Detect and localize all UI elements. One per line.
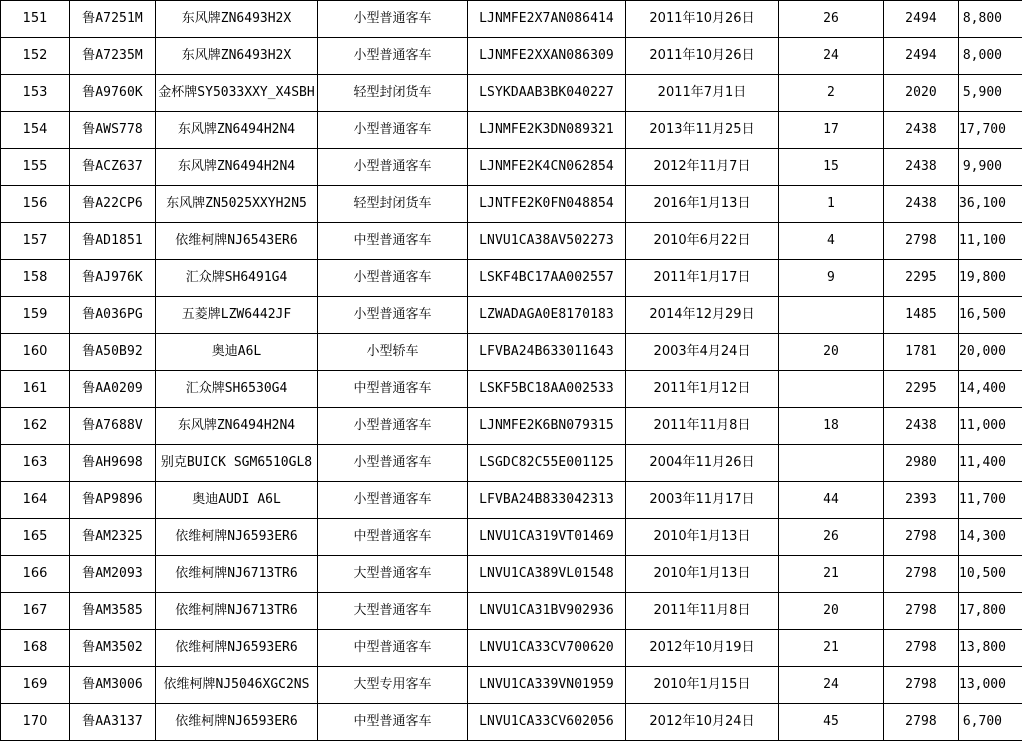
table-row [1,186,1022,223]
cell-plate-number: 鲁A9760K [70,75,156,112]
cell-count: 21 [779,630,884,667]
cell-plate-number: 鲁AD1851 [70,223,156,260]
cell-brand-model: 别克BUICK SGM6510GL8 [156,445,318,482]
cell-price: 5,900 [959,75,1022,112]
cell-registration-date: 2011年10月26日 [626,1,779,38]
cell-registration-date: 2011年1月17日 [626,260,779,297]
cell-displacement: 2438 [884,408,959,445]
cell-vin: LNVU1CA319VT01469 [468,519,626,556]
cell-price: 11,400 [959,445,1022,482]
cell-plate-number: 鲁A7251M [70,1,156,38]
cell-vehicle-type: 大型普通客车 [318,556,468,593]
cell-brand-model: 东风牌ZN6494H2N4 [156,408,318,445]
cell-vin: LFVBA24B633011643 [468,334,626,371]
cell-vehicle-type: 小型轿车 [318,334,468,371]
cell-plate-number: 鲁A7235M [70,38,156,75]
cell-displacement: 2295 [884,260,959,297]
cell-count [779,445,884,482]
cell-vehicle-type: 小型普通客车 [318,112,468,149]
cell-count: 20 [779,334,884,371]
cell-row-number: 151 [1,1,70,38]
cell-plate-number: 鲁AP9896 [70,482,156,519]
cell-plate-number: 鲁A7688V [70,408,156,445]
cell-plate-number: 鲁AM3006 [70,667,156,704]
cell-vehicle-type: 小型普通客车 [318,482,468,519]
cell-registration-date: 2011年11月8日 [626,593,779,630]
cell-plate-number: 鲁ACZ637 [70,149,156,186]
cell-row-number: 159 [1,297,70,334]
cell-displacement: 2494 [884,38,959,75]
table-row [1,371,1022,408]
cell-price: 19,800 [959,260,1022,297]
cell-count: 21 [779,556,884,593]
cell-price: 16,500 [959,297,1022,334]
cell-row-number: 157 [1,223,70,260]
cell-registration-date: 2012年11月7日 [626,149,779,186]
table-row [1,149,1022,186]
cell-displacement: 1485 [884,297,959,334]
cell-vehicle-type: 大型普通客车 [318,593,468,630]
cell-vehicle-type: 小型普通客车 [318,149,468,186]
cell-count: 4 [779,223,884,260]
cell-price: 11,100 [959,223,1022,260]
cell-row-number: 161 [1,371,70,408]
cell-price: 14,300 [959,519,1022,556]
cell-displacement: 2020 [884,75,959,112]
cell-plate-number: 鲁A50B92 [70,334,156,371]
cell-price: 8,800 [959,1,1022,38]
cell-plate-number: 鲁AM3502 [70,630,156,667]
cell-plate-number: 鲁AWS778 [70,112,156,149]
cell-row-number: 152 [1,38,70,75]
table-row [1,593,1022,630]
cell-vehicle-type: 小型普通客车 [318,445,468,482]
table-row [1,112,1022,149]
cell-vin: LSYKDAAB3BK040227 [468,75,626,112]
cell-registration-date: 2012年10月24日 [626,704,779,741]
cell-vehicle-type: 轻型封闭货车 [318,75,468,112]
cell-registration-date: 2012年10月19日 [626,630,779,667]
table-row [1,408,1022,445]
cell-brand-model: 金杯牌SY5033XXY_X4SBH [156,75,318,112]
table-row [1,704,1022,741]
cell-displacement: 2798 [884,519,959,556]
cell-price: 17,700 [959,112,1022,149]
cell-plate-number: 鲁AM2093 [70,556,156,593]
cell-price: 9,900 [959,149,1022,186]
cell-vin: LFVBA24B833042313 [468,482,626,519]
cell-price: 36,100 [959,186,1022,223]
cell-displacement: 2798 [884,704,959,741]
cell-brand-model: 东风牌ZN6493H2X [156,38,318,75]
cell-displacement: 2798 [884,223,959,260]
cell-count [779,297,884,334]
cell-vehicle-type: 轻型封闭货车 [318,186,468,223]
cell-row-number: 169 [1,667,70,704]
cell-brand-model: 奥迪A6L [156,334,318,371]
cell-vehicle-type: 中型普通客车 [318,519,468,556]
cell-vehicle-type: 中型普通客车 [318,223,468,260]
cell-vin: LNVU1CA38AV502273 [468,223,626,260]
cell-displacement: 2295 [884,371,959,408]
cell-count: 2 [779,75,884,112]
table-body [1,1,1022,741]
cell-brand-model: 依维柯牌NJ6593ER6 [156,630,318,667]
cell-price: 10,500 [959,556,1022,593]
cell-brand-model: 东风牌ZN6494H2N4 [156,149,318,186]
cell-vehicle-type: 小型普通客车 [318,1,468,38]
table-row [1,1,1022,38]
cell-registration-date: 2010年6月22日 [626,223,779,260]
cell-registration-date: 2014年12月29日 [626,297,779,334]
cell-vin: LJNMFE2XXAN086309 [468,38,626,75]
cell-row-number: 165 [1,519,70,556]
cell-count: 15 [779,149,884,186]
cell-plate-number: 鲁A22CP6 [70,186,156,223]
table-row [1,519,1022,556]
cell-vin: LJNMFE2X7AN086414 [468,1,626,38]
cell-brand-model: 东风牌ZN6494H2N4 [156,112,318,149]
cell-vin: LJNMFE2K6BN079315 [468,408,626,445]
table-row [1,75,1022,112]
cell-plate-number: 鲁AA3137 [70,704,156,741]
cell-row-number: 168 [1,630,70,667]
table-row [1,630,1022,667]
cell-row-number: 156 [1,186,70,223]
cell-vin: LNVU1CA389VL01548 [468,556,626,593]
cell-brand-model: 依维柯牌NJ6593ER6 [156,704,318,741]
cell-registration-date: 2010年1月13日 [626,556,779,593]
cell-plate-number: 鲁AJ976K [70,260,156,297]
cell-row-number: 167 [1,593,70,630]
cell-registration-date: 2010年1月13日 [626,519,779,556]
cell-displacement: 1781 [884,334,959,371]
cell-row-number: 170 [1,704,70,741]
cell-vin: LZWADAGA0E8170183 [468,297,626,334]
cell-displacement: 2980 [884,445,959,482]
cell-registration-date: 2011年11月8日 [626,408,779,445]
cell-displacement: 2438 [884,186,959,223]
cell-registration-date: 2004年11月26日 [626,445,779,482]
cell-displacement: 2798 [884,630,959,667]
cell-price: 14,400 [959,371,1022,408]
cell-vehicle-type: 小型普通客车 [318,260,468,297]
cell-count: 24 [779,38,884,75]
cell-row-number: 155 [1,149,70,186]
cell-brand-model: 依维柯牌NJ5046XGC2NS [156,667,318,704]
cell-vehicle-type: 小型普通客车 [318,38,468,75]
table-row [1,445,1022,482]
cell-displacement: 2438 [884,149,959,186]
cell-registration-date: 2016年1月13日 [626,186,779,223]
cell-row-number: 158 [1,260,70,297]
cell-vin: LJNMFE2K4CN062854 [468,149,626,186]
cell-brand-model: 依维柯牌NJ6543ER6 [156,223,318,260]
cell-plate-number: 鲁AM2325 [70,519,156,556]
cell-brand-model: 依维柯牌NJ6713TR6 [156,556,318,593]
cell-row-number: 164 [1,482,70,519]
cell-vehicle-type: 小型普通客车 [318,408,468,445]
cell-row-number: 166 [1,556,70,593]
table-row [1,556,1022,593]
cell-row-number: 153 [1,75,70,112]
cell-registration-date: 2003年4月24日 [626,334,779,371]
cell-row-number: 162 [1,408,70,445]
cell-plate-number: 鲁A036PG [70,297,156,334]
cell-vehicle-type: 中型普通客车 [318,371,468,408]
cell-count [779,371,884,408]
table-row [1,260,1022,297]
cell-brand-model: 东风牌ZN5025XXYH2N5 [156,186,318,223]
cell-displacement: 2438 [884,112,959,149]
cell-price: 11,700 [959,482,1022,519]
cell-price: 13,800 [959,630,1022,667]
cell-count: 26 [779,1,884,38]
table-row [1,223,1022,260]
table-row [1,334,1022,371]
cell-vin: LNVU1CA31BV902936 [468,593,626,630]
cell-displacement: 2393 [884,482,959,519]
cell-count: 26 [779,519,884,556]
cell-brand-model: 汇众牌SH6530G4 [156,371,318,408]
cell-price: 13,000 [959,667,1022,704]
cell-displacement: 2798 [884,556,959,593]
cell-price: 17,800 [959,593,1022,630]
cell-row-number: 160 [1,334,70,371]
cell-count: 18 [779,408,884,445]
cell-vin: LNVU1CA33CV700620 [468,630,626,667]
cell-registration-date: 2011年7月1日 [626,75,779,112]
cell-price: 20,000 [959,334,1022,371]
cell-displacement: 2798 [884,667,959,704]
cell-count: 20 [779,593,884,630]
cell-brand-model: 东风牌ZN6493H2X [156,1,318,38]
cell-registration-date: 2013年11月25日 [626,112,779,149]
cell-registration-date: 2011年10月26日 [626,38,779,75]
cell-count: 9 [779,260,884,297]
cell-brand-model: 依维柯牌NJ6593ER6 [156,519,318,556]
cell-registration-date: 2011年1月12日 [626,371,779,408]
cell-price: 8,000 [959,38,1022,75]
cell-vin: LSGDC82C55E001125 [468,445,626,482]
table-row [1,667,1022,704]
cell-count: 1 [779,186,884,223]
cell-brand-model: 奥迪AUDI A6L [156,482,318,519]
cell-brand-model: 五菱牌LZW6442JF [156,297,318,334]
cell-vehicle-type: 中型普通客车 [318,704,468,741]
cell-registration-date: 2010年1月15日 [626,667,779,704]
cell-brand-model: 汇众牌SH6491G4 [156,260,318,297]
cell-vin: LNVU1CA33CV602056 [468,704,626,741]
cell-displacement: 2798 [884,593,959,630]
cell-vehicle-type: 大型专用客车 [318,667,468,704]
cell-price: 6,700 [959,704,1022,741]
cell-brand-model: 依维柯牌NJ6713TR6 [156,593,318,630]
cell-plate-number: 鲁AA0209 [70,371,156,408]
cell-displacement: 2494 [884,1,959,38]
cell-vehicle-type: 小型普通客车 [318,297,468,334]
cell-count: 44 [779,482,884,519]
cell-vin: LSKF5BC18AA002533 [468,371,626,408]
cell-vehicle-type: 中型普通客车 [318,630,468,667]
cell-price: 11,000 [959,408,1022,445]
cell-plate-number: 鲁AH9698 [70,445,156,482]
cell-registration-date: 2003年11月17日 [626,482,779,519]
cell-vin: LJNTFE2K0FN048854 [468,186,626,223]
cell-count: 17 [779,112,884,149]
cell-plate-number: 鲁AM3585 [70,593,156,630]
cell-vin: LSKF4BC17AA002557 [468,260,626,297]
cell-count: 24 [779,667,884,704]
table-row [1,297,1022,334]
table-row [1,482,1022,519]
cell-vin: LJNMFE2K3DN089321 [468,112,626,149]
cell-row-number: 163 [1,445,70,482]
cell-count: 45 [779,704,884,741]
cell-vin: LNVU1CA339VN01959 [468,667,626,704]
table-row [1,38,1022,75]
cell-row-number: 154 [1,112,70,149]
